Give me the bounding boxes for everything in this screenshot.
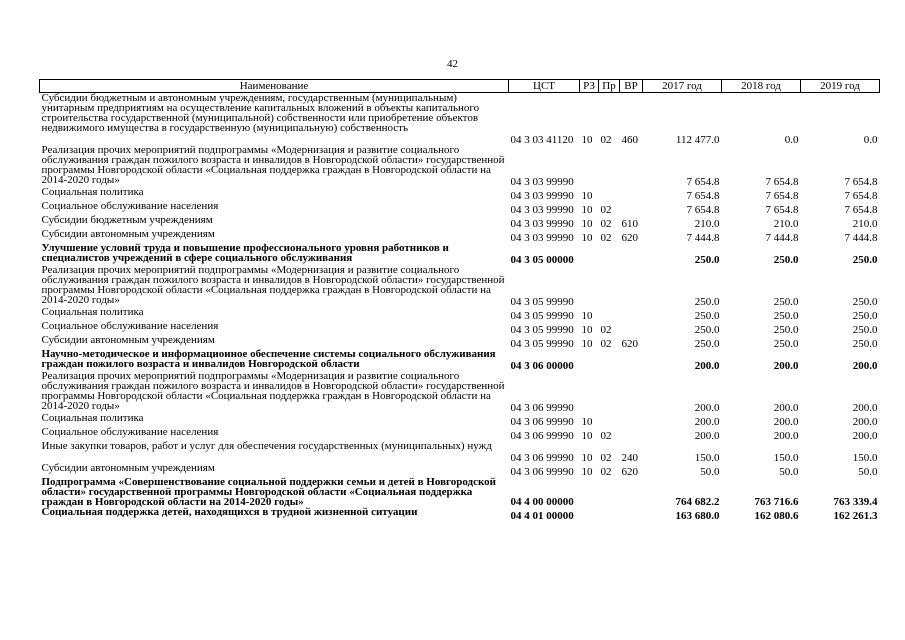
row-rz: [580, 477, 599, 507]
table-header-row: [40, 80, 880, 93]
table-section-row: [40, 507, 880, 521]
row-rz: 10: [581, 134, 593, 146]
row-value-2018: 250.0: [773, 310, 799, 322]
row-value-2018: 763 716.6: [754, 496, 799, 508]
row-pr: 02: [600, 466, 612, 478]
row-name: Социальная политика: [41, 412, 144, 424]
row-value-2018: 7 654.8: [765, 176, 799, 188]
row-value-2017: 250.0: [694, 310, 720, 322]
row-vr: [620, 265, 643, 307]
row-value-2019: 200.0: [852, 360, 878, 372]
table-row: [40, 215, 880, 229]
row-pr: 02: [600, 218, 612, 230]
row-name: Социальная поддержка детей, находящихся в трудной жизненной ситуации: [41, 506, 418, 518]
row-vr: [620, 321, 643, 335]
row-cst: 04 3 03 99990: [510, 176, 574, 188]
page-number: 42: [447, 58, 458, 70]
row-vr: [620, 307, 643, 321]
row-cst: 04 3 05 99990: [510, 310, 574, 322]
row-value-2017: 250.0: [694, 254, 720, 266]
row-value-2017: 163 680.0: [675, 510, 720, 522]
row-cst: 04 3 06 99990: [510, 402, 574, 414]
table-row: [40, 307, 880, 321]
row-name: Субсидии бюджетным и автономным учреждениям, государственным (муниципальным) унитарным предприятиям на осуществление капитальных вложений в объекты капитального строительства государственной (муниципальной) собственности или приобретение объектов недвижимого имущества в государственную (муниципальную) собственность: [41, 92, 480, 134]
row-rz: [580, 507, 599, 521]
budget-table: [39, 79, 880, 521]
row-value-2018: 0.0: [784, 134, 799, 146]
row-value-2019: 7 654.8: [844, 190, 878, 202]
table-row: [40, 413, 880, 427]
row-value-2017: 200.0: [694, 416, 720, 428]
row-pr: [599, 477, 620, 507]
row-value-2019: 250.0: [852, 324, 878, 336]
row-rz: [580, 265, 599, 307]
row-rz: [580, 243, 599, 265]
row-name: Реализация прочих мероприятий подпрограммы «Модернизация и развитие социального обслуживания граждан пожилого возраста и инвалидов в Новгородской области» государственной программы Новгородской области «Социальная поддержка граждан в Новгородской области на 2014-2020 годы»: [41, 264, 505, 306]
row-cst: 04 4 00 00000: [510, 496, 574, 508]
row-cst: 04 3 03 99990: [510, 190, 574, 202]
row-vr: [620, 477, 643, 507]
row-value-2019: 250.0: [852, 296, 878, 308]
row-vr: 620: [621, 466, 638, 478]
row-name: Социальное обслуживание населения: [41, 200, 219, 212]
row-vr: [620, 507, 643, 521]
row-value-2018: 50.0: [779, 466, 799, 478]
row-cst: 04 3 05 00000: [510, 254, 574, 266]
row-vr: 620: [621, 338, 638, 350]
table-row: [40, 229, 880, 243]
row-rz: 10: [581, 232, 593, 244]
row-pr: 02: [600, 430, 612, 442]
table-row: [40, 335, 880, 349]
row-value-2017: 150.0: [694, 452, 720, 464]
row-vr: [620, 349, 643, 371]
header-2017: 2017 год: [643, 80, 722, 93]
row-pr: [599, 145, 620, 187]
row-pr: 02: [600, 324, 612, 336]
row-value-2017: 7 654.8: [686, 204, 720, 216]
row-name: Субсидии автономным учреждениям: [41, 228, 215, 240]
row-cst: 04 4 01 00000: [510, 510, 574, 522]
row-vr: [620, 201, 643, 215]
row-cst: 04 3 06 99990: [510, 452, 574, 464]
row-vr: [620, 145, 643, 187]
row-vr: [620, 243, 643, 265]
row-value-2017: 7 654.8: [686, 190, 720, 202]
row-cst: 04 3 03 99990: [510, 232, 574, 244]
row-pr: [599, 413, 620, 427]
row-value-2019: 0.0: [863, 134, 878, 146]
row-cst: 04 3 06 99990: [510, 416, 574, 428]
table-section-row: [40, 243, 880, 265]
row-vr: 460: [621, 134, 638, 146]
row-cst: 04 3 03 99990: [510, 218, 574, 230]
row-value-2019: 7 654.8: [844, 176, 878, 188]
row-rz: 10: [581, 430, 593, 442]
row-value-2017: 250.0: [694, 324, 720, 336]
row-name: Подпрограмма «Совершенствование социальной поддержки семьи и детей в Новгородской области» государственной программы Новгородской области «Социальная поддержка граждан в Новгородской области на 2014-2020 годы»: [41, 476, 497, 508]
row-rz: 10: [581, 204, 593, 216]
row-value-2019: 210.0: [852, 218, 878, 230]
row-value-2018: 150.0: [773, 452, 799, 464]
row-pr: 02: [600, 452, 612, 464]
table-row: [40, 441, 880, 463]
row-value-2017: 764 682.2: [675, 496, 720, 508]
row-value-2019: 763 339.4: [833, 496, 878, 508]
row-cst: 04 3 05 99990: [510, 296, 574, 308]
row-value-2019: 50.0: [858, 466, 878, 478]
row-value-2018: 162 080.6: [754, 510, 799, 522]
row-cst: 04 3 05 99990: [510, 338, 574, 350]
row-value-2018: 7 444.8: [765, 232, 799, 244]
row-rz: 10: [581, 218, 593, 230]
row-value-2018: 250.0: [773, 324, 799, 336]
row-cst: 04 3 06 99990: [510, 430, 574, 442]
row-name: Реализация прочих мероприятий подпрограммы «Модернизация и развитие социального обслуживания граждан пожилого возраста и инвалидов в Новгородской области» государственной программы Новгородской области «Социальная поддержка граждан в Новгородской области на 2014-2020 годы»: [41, 370, 505, 412]
row-value-2017: 50.0: [700, 466, 720, 478]
row-value-2017: 200.0: [694, 360, 720, 372]
row-value-2017: 200.0: [694, 402, 720, 414]
row-value-2019: 250.0: [852, 254, 878, 266]
table-body: [40, 93, 880, 522]
row-value-2018: 200.0: [773, 430, 799, 442]
row-value-2018: 250.0: [773, 338, 799, 350]
row-name: Научно-методическое и информационное обеспечение системы социального обслуживания граждан пожилого возраста и инвалидов Новгородской области: [41, 348, 496, 370]
row-value-2018: 7 654.8: [765, 190, 799, 202]
row-rz: 10: [581, 466, 593, 478]
row-value-2018: 250.0: [773, 254, 799, 266]
row-pr: [599, 265, 620, 307]
table-row: [40, 321, 880, 335]
row-pr: [599, 507, 620, 521]
row-cst: 04 3 06 00000: [510, 360, 574, 372]
row-vr: [620, 371, 643, 413]
row-value-2017: 210.0: [694, 218, 720, 230]
row-value-2019: 200.0: [852, 416, 878, 428]
header-2018: 2018 год: [722, 80, 801, 93]
row-value-2018: 7 654.8: [765, 204, 799, 216]
row-rz: 10: [581, 310, 593, 322]
row-name: Иные закупки товаров, работ и услуг для обеспечения государственных (муниципальных) нужд: [41, 440, 492, 452]
row-value-2019: 250.0: [852, 310, 878, 322]
row-pr: [599, 349, 620, 371]
row-rz: 10: [581, 190, 593, 202]
header-name: Наименование: [40, 80, 509, 93]
row-rz: 10: [581, 324, 593, 336]
row-name: Реализация прочих мероприятий подпрограммы «Модернизация и развитие социального обслуживания граждан пожилого возраста и инвалидов в Новгородской области» государственной программы Новгородской области «Социальная поддержка граждан в Новгородской области на 2014-2020 годы»: [41, 144, 505, 186]
row-value-2017: 112 477.0: [675, 134, 720, 146]
row-value-2018: 250.0: [773, 296, 799, 308]
row-value-2019: 200.0: [852, 430, 878, 442]
row-rz: [580, 371, 599, 413]
header-pr: Пр: [599, 80, 620, 93]
row-rz: 10: [581, 338, 593, 350]
table-row: [40, 427, 880, 441]
row-vr: 620: [621, 232, 638, 244]
row-pr: [599, 243, 620, 265]
row-name: Социальное обслуживание населения: [41, 320, 219, 332]
row-name: Субсидии бюджетным учреждениям: [41, 214, 213, 226]
row-pr: [599, 371, 620, 413]
row-rz: 10: [581, 416, 593, 428]
row-name: Субсидии автономным учреждениям: [41, 334, 215, 346]
row-name: Социальное обслуживание населения: [41, 426, 219, 438]
row-cst: 04 3 03 41120: [510, 134, 574, 146]
header-vr: ВР: [620, 80, 643, 93]
row-vr: 610: [621, 218, 638, 230]
table-section-row: [40, 349, 880, 371]
row-rz: [580, 349, 599, 371]
row-vr: 240: [621, 452, 638, 464]
row-value-2019: 7 444.8: [844, 232, 878, 244]
table-row: [40, 371, 880, 413]
row-name: Социальная политика: [41, 186, 144, 198]
row-value-2017: 250.0: [694, 338, 720, 350]
row-value-2017: 7 654.8: [686, 176, 720, 188]
row-rz: [580, 145, 599, 187]
row-value-2019: 162 261.3: [833, 510, 878, 522]
row-value-2019: 250.0: [852, 338, 878, 350]
row-vr: [620, 187, 643, 201]
table-row: [40, 463, 880, 477]
table-row: [40, 187, 880, 201]
row-name: Субсидии автономным учреждениям: [41, 462, 215, 474]
row-pr: [599, 187, 620, 201]
row-cst: 04 3 05 99990: [510, 324, 574, 336]
row-pr: 02: [600, 204, 612, 216]
row-value-2019: 200.0: [852, 402, 878, 414]
row-vr: [620, 427, 643, 441]
row-name: Улучшение условий труда и повышение профессионального уровня работников и специалистов учреждений в сфере социального обслуживания: [41, 242, 449, 264]
row-name: Социальная политика: [41, 306, 144, 318]
table-row: [40, 145, 880, 187]
row-value-2018: 210.0: [773, 218, 799, 230]
header-cst: ЦСТ: [509, 80, 580, 93]
row-value-2017: 200.0: [694, 430, 720, 442]
table-row: [40, 265, 880, 307]
row-pr: [599, 307, 620, 321]
row-value-2019: 7 654.8: [844, 204, 878, 216]
row-pr: 02: [600, 338, 612, 350]
row-cst: 04 3 03 99990: [510, 204, 574, 216]
row-value-2018: 200.0: [773, 416, 799, 428]
table-section-row: [40, 477, 880, 507]
row-value-2018: 200.0: [773, 402, 799, 414]
row-value-2017: 7 444.8: [686, 232, 720, 244]
row-vr: [620, 413, 643, 427]
row-value-2017: 250.0: [694, 296, 720, 308]
row-pr: 02: [600, 232, 612, 244]
row-value-2018: 200.0: [773, 360, 799, 372]
header-rz: РЗ: [580, 80, 599, 93]
header-2019: 2019 год: [801, 80, 880, 93]
table-row: [40, 201, 880, 215]
table-row: [40, 93, 880, 146]
row-value-2019: 150.0: [852, 452, 878, 464]
row-pr: 02: [600, 134, 612, 146]
row-rz: 10: [581, 452, 593, 464]
row-cst: 04 3 06 99990: [510, 466, 574, 478]
